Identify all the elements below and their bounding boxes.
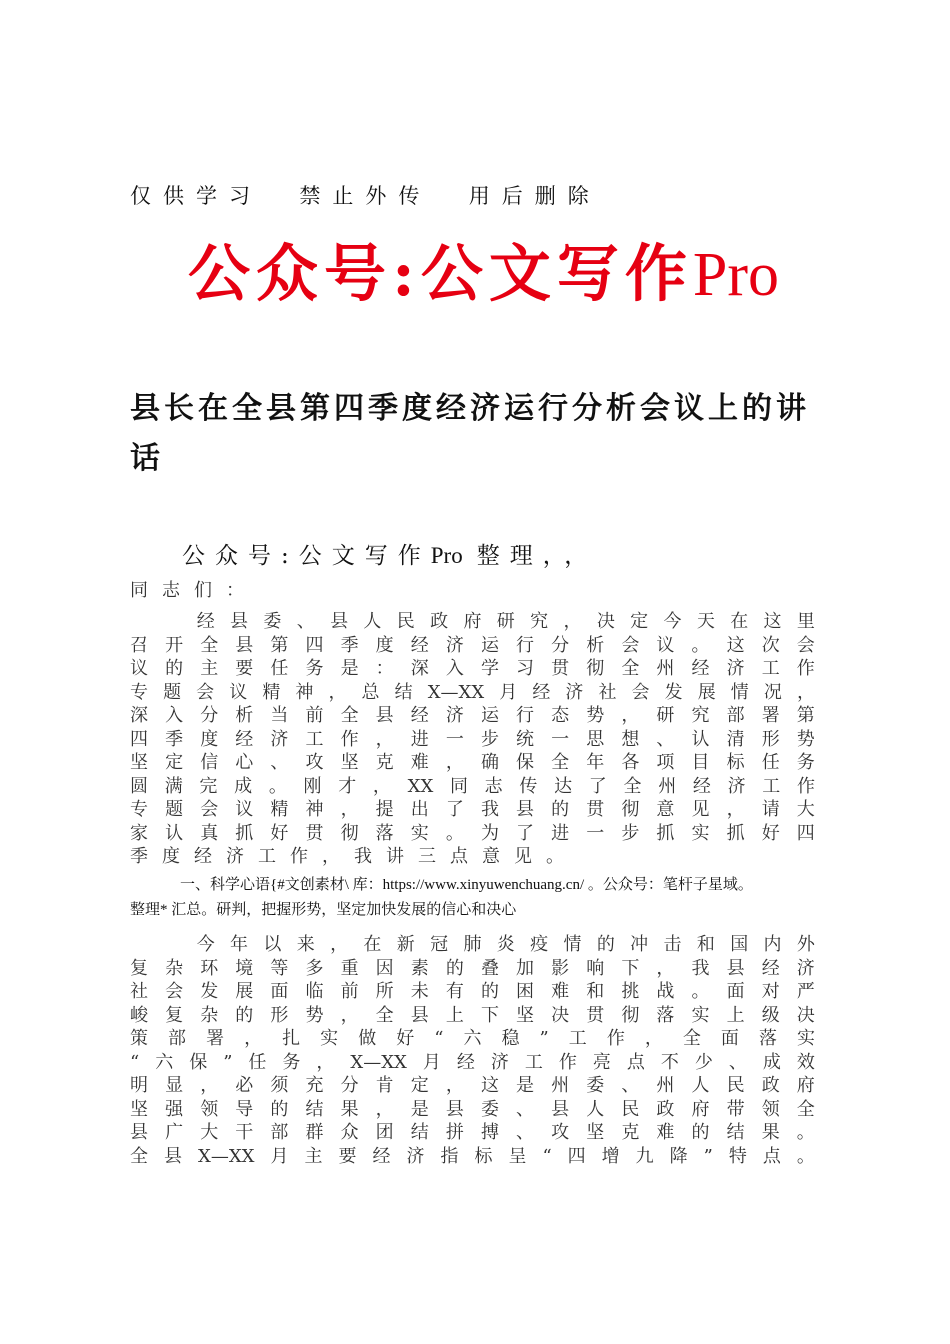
paragraph-line: 四 季 度 经 济 工 作 ， 进 一 步 统 一 思 想 、 认 清 形 势 <box>130 728 815 750</box>
paragraph-1 <box>130 610 815 869</box>
paragraph-line: 策 部 署 ， 扎 实 做 好 “ 六 稳 ” 工 作 ， 全 面 落 实 <box>130 1028 815 1049</box>
notice-text: 仅供学习 禁止外传 用后删除 <box>130 184 601 208</box>
paragraph-line: 专 题 会 议 精 神 ， 总 结 X—XX 月 经 济 社 会 发 展 情 况 ， <box>130 681 815 703</box>
paragraph-line: 明 显 ， 必 须 充 分 肯 定 ， 这 是 州 委 、 州 人 民 政 府 <box>130 1075 815 1096</box>
paragraph-line: 坚 定 信 心 、 攻 坚 克 难 ， 确 保 全 年 各 项 目 标 任 务 <box>130 752 815 773</box>
subtitle-tail: 整理，， <box>476 543 598 569</box>
document-title: 县长在全县第四季度经济运行分析会议上的讲话 <box>130 391 810 476</box>
section-heading-1 <box>130 873 850 923</box>
paragraph-line: 县 广 大 干 部 群 众 团 结 拼 搏 、 攻 坚 克 难 的 结 果 。 <box>130 1122 815 1143</box>
paragraph-line: 召 开 全 县 第 四 季 度 经 济 运 行 分 析 会 议 。 这 次 会 <box>130 634 815 656</box>
paragraph-2 <box>130 933 815 1168</box>
brand-suffix: Pro <box>692 241 780 309</box>
paragraph-line: 专 题 会 议 精 神 ， 提 出 了 我 县 的 贯 彻 意 见 ， 请 大 <box>130 799 815 820</box>
paragraph-line: 峻 复 杂 的 形 势 ， 全 县 上 下 坚 决 贯 彻 落 实 上 级 决 <box>130 1004 815 1026</box>
paragraph-line: 经 县 委 、 县 人 民 政 府 研 究 ， 决 定 今 天 在 这 里 <box>196 611 815 632</box>
paragraph-line: “ 六 保 ” 任 务 ， X—XX 月 经 济 工 作 亮 点 不 少 、 成 效 <box>130 1051 815 1073</box>
paragraph-line: 家 认 真 抓 好 贯 彻 落 实 。 为 了 进 一 步 抓 实 抓 好 四 <box>130 822 815 844</box>
salutation: 同志们： <box>130 580 258 601</box>
paragraph-line: 今 年 以 来 ， 在 新 冠 肺 炎 疫 情 的 冲 击 和 国 内 外 <box>196 934 815 955</box>
paragraph-line: 议 的 主 要 任 务 是 ： 深 入 学 习 贯 彻 全 州 经 济 工 作 <box>130 658 815 679</box>
subtitle <box>182 537 597 570</box>
paragraph-line: 全 县 X—XX 月 主 要 经 济 指 标 呈 “ 四 增 九 降 ” 特 点 。 <box>130 1145 815 1167</box>
section-heading-line: 一、科学心语{#文创素材\ 库：https://www.xinyuwenchuang.cn/ 。公众号：笔杆子星域。 <box>180 877 753 893</box>
subtitle-latin: Pro <box>430 543 463 568</box>
paragraph-line: 季度经济工作，我讲三点意见。 <box>130 846 578 867</box>
section-heading-line: 整理* 汇总。研判，把握形势，坚定加快发展的信心和决心 <box>130 902 517 918</box>
paragraph-line: 复 杂 环 境 等 多 重 因 素 的 叠 加 影 响 下 ， 我 县 经 济 <box>130 957 815 979</box>
paragraph-line: 圆 满 完 成 。 刚 才 ， XX 同 志 传 达 了 全 州 经 济 工 作 <box>130 775 815 797</box>
paragraph-line: 深 入 分 析 当 前 全 县 经 济 运 行 态 势 ， 研 究 部 署 第 <box>130 705 815 726</box>
paragraph-line: 坚 强 领 导 的 结 果 ， 是 县 委 、 县 人 民 政 府 带 领 全 <box>130 1098 815 1120</box>
subtitle-main: 公众号:公文写作 <box>182 543 431 569</box>
brand-banner <box>188 224 779 313</box>
paragraph-line: 社 会 发 展 面 临 前 所 未 有 的 困 难 和 挑 战 。 面 对 严 <box>130 981 815 1002</box>
brand-main: 公众号:公文写作 <box>188 237 693 310</box>
